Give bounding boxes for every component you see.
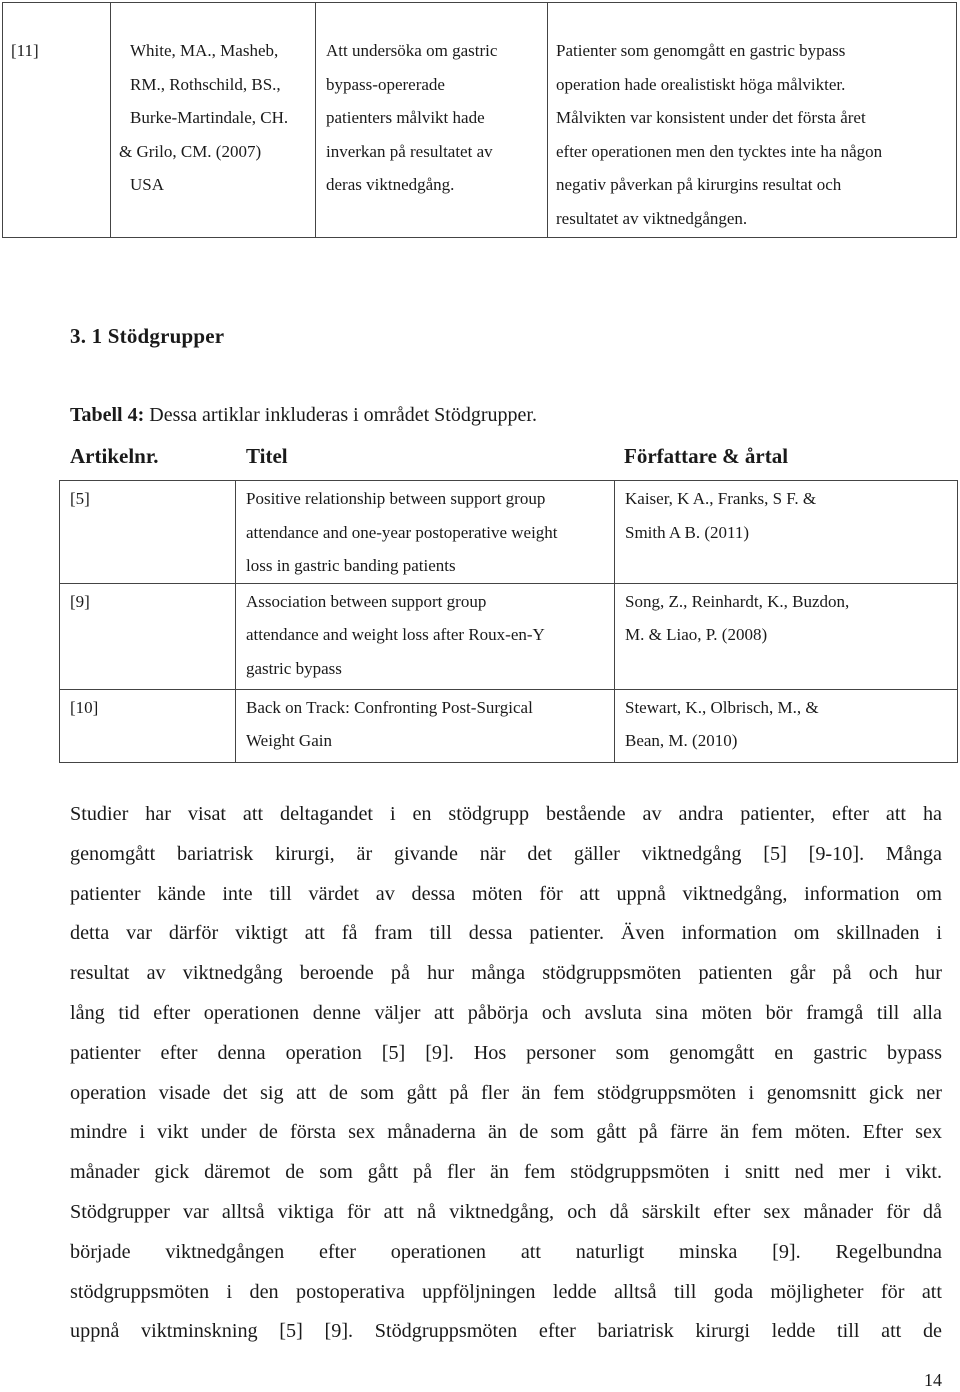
aim-line: Att undersöka om gastric [326, 41, 498, 60]
table-row [60, 583, 958, 689]
author-line: White, MA., Masheb, [130, 41, 279, 60]
column-header-article-number: Artikelnr. [70, 444, 159, 468]
result-line: Patienter som genomgått en gastric bypass [556, 41, 846, 60]
paragraph-line: lång tid efter operationen denne väljer att påbörja och avsluta sina möten bör framgå till alla [70, 1001, 942, 1024]
article-number-cell [3, 3, 111, 238]
aim-cell [316, 3, 548, 238]
result-line: efter operationen men den tycktes inte ha någon [556, 141, 883, 161]
paragraph-line: mindre i vikt under de första sex månaderna än de som gått på färre än fem möten. Efter sex [70, 1121, 942, 1144]
title-line: Positive relationship between support group [246, 489, 546, 508]
article-id: [10] [70, 697, 99, 717]
title-line: attendance and one-year postoperative weight [246, 522, 558, 542]
title-line: loss in gastric banding patients [246, 556, 456, 575]
result-line: negativ påverkan på kirurgins resultat och [556, 175, 842, 194]
article-number: [11] [11, 41, 39, 60]
title-line: gastric bypass [246, 658, 342, 678]
paragraph-line: patienter kände inte till värdet av dessa möten för att uppnå viktnedgång, information om [70, 882, 942, 905]
table-caption-label: Tabell 4: [70, 404, 145, 426]
title-line: Association between support group [246, 591, 487, 611]
author-line: Smith A B. (2011) [625, 522, 750, 542]
article-id-cell [60, 689, 236, 762]
author-line: Burke-Martindale, CH. [130, 108, 289, 127]
author-line: Stewart, K., Olbrisch, M., & [625, 697, 819, 717]
paragraph-line: operation visade det sig att de som gått på fler än fem stödgruppsmöten i genomsnitt gick ner [70, 1081, 942, 1104]
paragraph-line: detta var därför viktigt att få fram till dessa patienter. Även information om skillnaden i [70, 922, 942, 945]
table-row [60, 481, 958, 584]
paragraph-line: stödgruppsmöten i den postoperativa uppföljningen ledde alltså till goda möjligheter för att [70, 1280, 942, 1303]
author-line: USA [130, 175, 165, 194]
author-line: Bean, M. (2010) [625, 731, 738, 750]
section-heading: 3. 1 Stödgrupper [70, 324, 225, 348]
aim-line: deras viktnedgång. [326, 175, 455, 194]
body-paragraph [70, 795, 942, 1352]
authors-cell [111, 3, 316, 238]
title-line: attendance and weight loss after Roux-en-Y [246, 625, 545, 644]
author-line: & Grilo, CM. (2007) [119, 141, 262, 161]
article-id: [9] [70, 591, 90, 611]
paragraph-line: Stödgrupper var alltså viktiga för att nå viktnedgång, och då särskilt efter sex månader för då [70, 1200, 942, 1223]
article-id: [5] [70, 489, 90, 508]
result-line: operation hade orealistiskt höga målvikter. [556, 74, 846, 94]
column-header-title: Titel [246, 444, 288, 468]
table-row [3, 3, 957, 238]
table-caption-text: Dessa artiklar inkluderas i området Stödgrupper. [144, 404, 537, 426]
author-line: Kaiser, K A., Franks, S F. & [625, 489, 817, 508]
paragraph-line: patienter efter denna operation [5] [9]. Hos personer som genomgått en gastric bypass [70, 1041, 942, 1064]
aim-line: inverkan på resultatet av [326, 141, 493, 161]
page-number: 14 [924, 1370, 942, 1390]
table-row [60, 689, 958, 762]
author-line: RM., Rothschild, BS., [130, 74, 281, 94]
column-header-authors-year: Författare & årtal [624, 444, 789, 468]
authors-cell [615, 583, 958, 689]
result-cell [548, 3, 957, 238]
table-4-body [59, 480, 958, 763]
aim-line: bypass-opererade [326, 74, 445, 94]
title-cell [236, 583, 615, 689]
table-caption [70, 404, 537, 427]
authors-cell [615, 481, 958, 584]
result-line: resultatet av viktnedgången. [556, 208, 748, 228]
paragraph-line: månader gick däremot de som gått på fler än fem stödgruppsmöten i snitt ned mer i vikt. [70, 1161, 942, 1184]
author-line: M. & Liao, P. (2008) [625, 625, 768, 644]
paragraph-line: uppnå viktminskning [5] [9]. Stödgruppsmöten efter bariatrisk kirurgi ledde till att de [70, 1320, 942, 1343]
result-line: Målvikten var konsistent under det första året [556, 108, 866, 127]
title-line: Back on Track: Confronting Post-Surgical [246, 697, 533, 717]
paragraph-line: började viktnedgången efter operationen att naturligt minska [9]. Regelbundna [70, 1240, 942, 1263]
aim-line: patienters målvikt hade [326, 108, 485, 127]
previous-table-continuation [2, 2, 957, 238]
title-cell [236, 481, 615, 584]
paragraph-line: genomgått bariatrisk kirurgi, är givande när det gäller viktnedgång [5] [9-10]. Många [70, 842, 942, 865]
title-line: Weight Gain [246, 731, 332, 750]
article-id-cell [60, 481, 236, 584]
title-cell [236, 689, 615, 762]
article-id-cell [60, 583, 236, 689]
authors-cell [615, 689, 958, 762]
paragraph-line: resultat av viktnedgång beroende på hur många stödgruppsmöten patienten går på och hur [70, 962, 942, 985]
paragraph-line: Studier har visat att deltagandet i en stödgrupp bestående av andra patienter, efter att ha [70, 803, 942, 825]
author-line: Song, Z., Reinhardt, K., Buzdon, [625, 591, 850, 611]
